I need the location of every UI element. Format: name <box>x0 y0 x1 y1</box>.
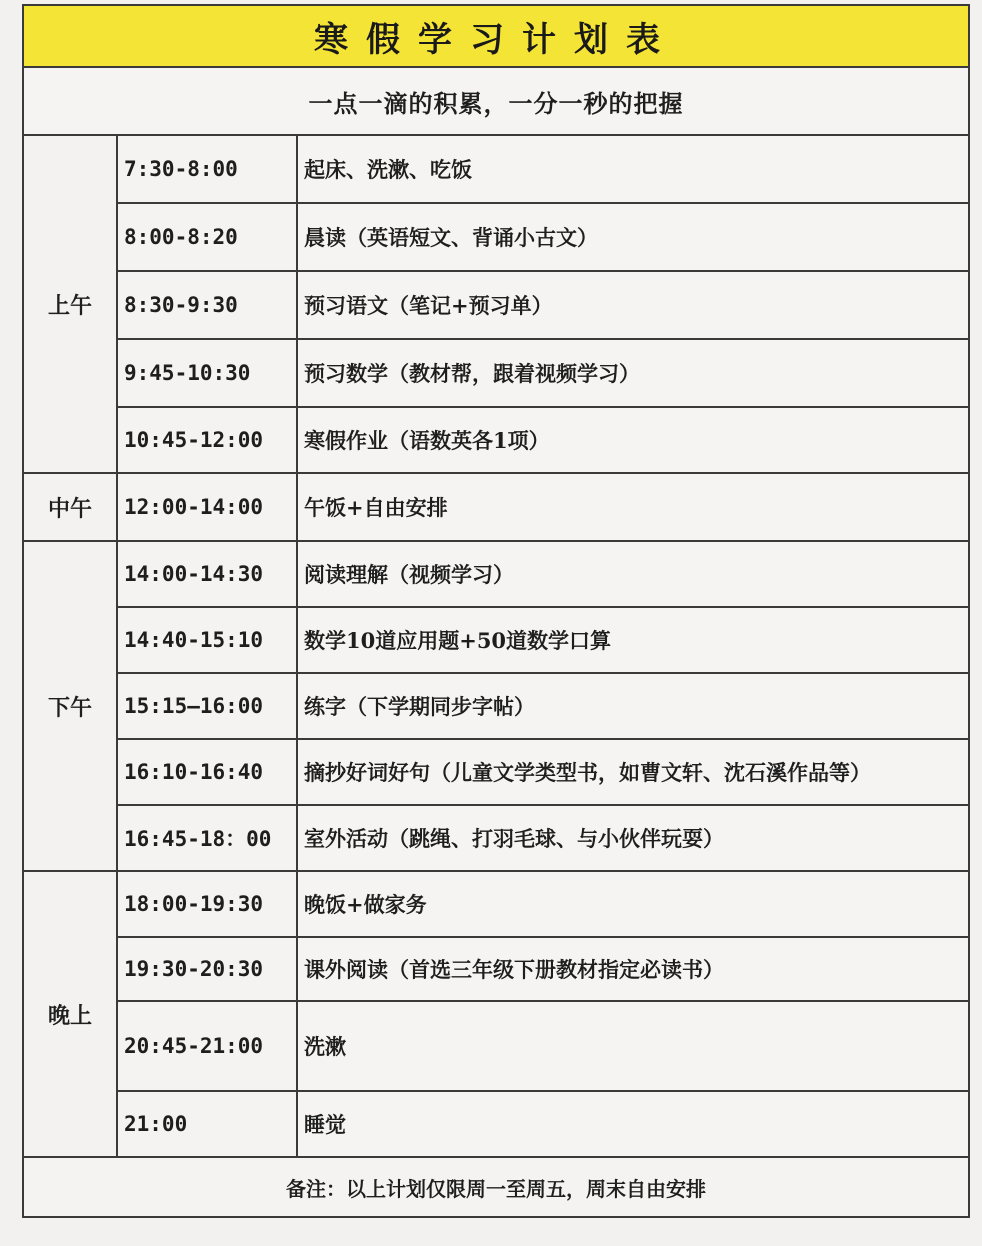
time-cell: 12:00-14:00 <box>117 473 297 541</box>
time-cell: 19:30-20:30 <box>117 937 297 1001</box>
time-cell: 18:00-19:30 <box>117 871 297 937</box>
table-row <box>23 135 969 203</box>
table-row <box>23 541 969 607</box>
time-cell: 20:45-21:00 <box>117 1001 297 1091</box>
table-row <box>23 1001 969 1091</box>
table-row <box>23 673 969 739</box>
footnote: 备注：以上计划仅限周一至周五，周末自由安排 <box>23 1157 969 1217</box>
time-cell: 16:10-16:40 <box>117 739 297 805</box>
task-cell: 预习语文（笔记+预习单） <box>297 271 969 339</box>
time-cell: 7:30-8:00 <box>117 135 297 203</box>
task-cell: 摘抄好词好句（儿童文学类型书，如曹文轩、沈石溪作品等） <box>297 739 969 805</box>
table-row <box>23 805 969 871</box>
time-cell: 15:15—16:00 <box>117 673 297 739</box>
period-noon: 中午 <box>23 473 117 541</box>
task-cell: 练字（下学期同步字帖） <box>297 673 969 739</box>
task-cell: 课外阅读（首选三年级下册教材指定必读书） <box>297 937 969 1001</box>
table-row <box>23 937 969 1001</box>
time-cell: 8:30-9:30 <box>117 271 297 339</box>
task-cell: 起床、洗漱、吃饭 <box>297 135 969 203</box>
task-cell: 阅读理解（视频学习） <box>297 541 969 607</box>
task-cell: 寒假作业（语数英各1项） <box>297 407 969 473</box>
table-title: 寒假学习计划表 <box>23 5 969 67</box>
period-afternoon: 下午 <box>23 541 117 871</box>
task-cell: 洗漱 <box>297 1001 969 1091</box>
title-row <box>23 5 969 67</box>
task-cell: 晨读（英语短文、背诵小古文） <box>297 203 969 271</box>
period-evening: 晚上 <box>23 871 117 1157</box>
motto: 一点一滴的积累，一分一秒的把握 <box>23 67 969 135</box>
table-row <box>23 407 969 473</box>
time-cell: 14:00-14:30 <box>117 541 297 607</box>
task-cell: 室外活动（跳绳、打羽毛球、与小伙伴玩耍） <box>297 805 969 871</box>
task-cell: 预习数学（教材帮，跟着视频学习） <box>297 339 969 407</box>
note-row <box>23 1157 969 1217</box>
task-cell: 数学10道应用题+50道数学口算 <box>297 607 969 673</box>
motto-row <box>23 67 969 135</box>
time-cell: 8:00-8:20 <box>117 203 297 271</box>
table-row <box>23 271 969 339</box>
task-cell: 睡觉 <box>297 1091 969 1157</box>
table-row <box>23 871 969 937</box>
table-row <box>23 739 969 805</box>
time-cell: 14:40-15:10 <box>117 607 297 673</box>
task-cell: 晚饭+做家务 <box>297 871 969 937</box>
time-cell: 16:45-18：00 <box>117 805 297 871</box>
task-cell: 午饭+自由安排 <box>297 473 969 541</box>
time-cell: 9:45-10:30 <box>117 339 297 407</box>
period-morning: 上午 <box>23 135 117 473</box>
table-row <box>23 473 969 541</box>
study-plan-table <box>22 4 970 1218</box>
time-cell: 21:00 <box>117 1091 297 1157</box>
time-cell: 10:45-12:00 <box>117 407 297 473</box>
table-row <box>23 607 969 673</box>
table-row <box>23 203 969 271</box>
table-row <box>23 339 969 407</box>
table-row <box>23 1091 969 1157</box>
